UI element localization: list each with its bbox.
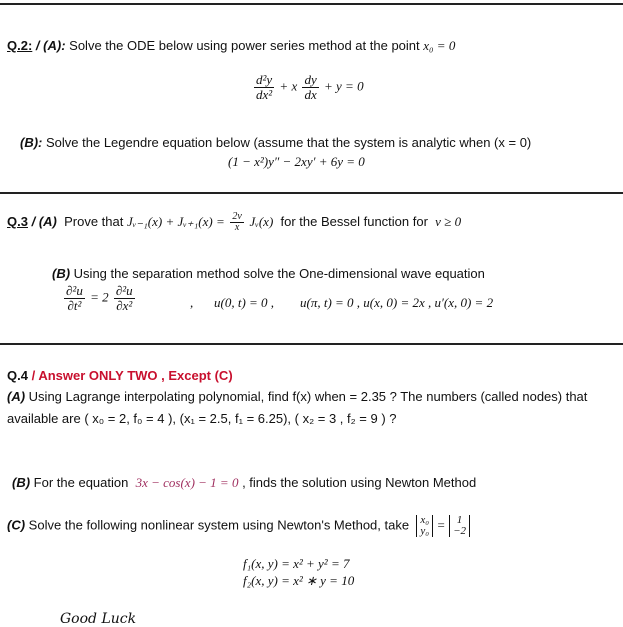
- q4-part-a-label: (A): [7, 389, 26, 404]
- q4-part-b-line: [12, 475, 476, 491]
- q3-b-num2: ∂²u: [115, 283, 133, 298]
- q2-label: Q.2:: [7, 38, 33, 53]
- q4-part-c-text: Solve the following nonlinear system using Newton's Method, take: [28, 517, 410, 533]
- q3-part-b-text: Using the separation method solve the One-dimensional wave equation: [73, 266, 485, 281]
- q4-instruction: / Answer ONLY TWO , Except (C): [31, 368, 233, 383]
- q3-eq-left: Jᵥ₋₁(x) + Jᵥ₊₁(x) =: [127, 213, 225, 229]
- q4-m1b: y₀: [420, 525, 430, 537]
- q2-eq-num1: d²y: [256, 72, 273, 87]
- q4-part-c-label: (C): [7, 517, 26, 533]
- q3-label: Q.3: [7, 213, 28, 229]
- q2-eq-num2: dy: [304, 72, 317, 87]
- q2-part-a-point: x₀ = 0: [423, 38, 456, 53]
- q4-part-a-text: Using Lagrange interpolating polynomial, find f(x) when = 2.35 ? The numbers (called nodes) that: [28, 389, 588, 404]
- q2-part-b-equation: (1 − x²)y″ − 2xy′ + 6y = 0: [228, 154, 365, 169]
- q3-cond: v ≥ 0: [435, 213, 462, 229]
- q3-b-mid: = 2: [90, 289, 109, 305]
- q4-part-c-matrix-xy: [416, 515, 433, 537]
- q4-part-b-label: (B): [12, 475, 31, 490]
- q2-eq-mid: + x: [279, 78, 298, 94]
- q3-b-num1: ∂²u: [66, 283, 83, 298]
- q3-b-den2: ∂x²: [116, 298, 133, 313]
- q4-part-b-text2: , finds the solution using Newton Method: [242, 475, 477, 490]
- q3-bc1: u(0, t) = 0 ,: [214, 295, 275, 310]
- q4-part-c-eq-sign: =: [436, 517, 446, 533]
- q2-part-b-line: [20, 135, 531, 151]
- q4-part-c-f1: f₁(x, y) = x² + y² = 7: [243, 556, 350, 571]
- q3-b-den1: ∂t²: [67, 298, 82, 313]
- q4-m1a: x₀: [420, 514, 430, 526]
- q3-part-a-text: Prove that: [64, 213, 124, 229]
- q4-part-b-text: For the equation: [33, 475, 129, 490]
- q4-part-c-matrix-values: [449, 515, 470, 537]
- q4-part-a-line2: available are ( x₀ = 2, f₀ = 4 ), (x₁ = 2.5, f₁ = 6.25), ( x₂ = 3 , f₂ = 9 ) ?: [7, 411, 397, 426]
- q2-part-b-text: Solve the Legendre equation below (assume that the system is analytic when (x = 0): [46, 135, 532, 150]
- q3-part-b-equation: [62, 284, 137, 313]
- q2-eq-end: + y = 0: [324, 78, 364, 94]
- q4-m2b: −2: [453, 525, 467, 537]
- top-divider: [0, 3, 623, 5]
- q3-eq-den: x: [234, 222, 240, 233]
- q3-part-b-line: [52, 266, 485, 282]
- q3-bc-comma: ,: [190, 295, 194, 310]
- q3-eq-right: Jᵥ(x): [249, 213, 274, 229]
- q3-bc2: u(π, t) = 0 , u(x, 0) = 2x , u′(x, 0) = 2: [300, 295, 494, 310]
- q3-part-a-text2: for the Bessel function for: [280, 213, 428, 229]
- q4-part-a-line: [7, 389, 587, 405]
- q2-part-a-line: [7, 38, 455, 54]
- q2-eq-den1: dx²: [256, 87, 273, 102]
- q3-part-b-label: (B): [52, 266, 71, 281]
- q2-part-a-text: Solve the ODE below using power series method at the point: [69, 38, 420, 53]
- q4-part-c-f2: f₂(x, y) = x² ∗ y = 10: [243, 573, 355, 588]
- good-luck-text: Good Luck: [60, 611, 137, 627]
- q3-eq-num: 2v: [232, 211, 242, 222]
- q4-m2a: 1: [456, 514, 463, 526]
- q4-header-line: [7, 368, 233, 384]
- q3-part-a-label: / (A): [31, 213, 57, 229]
- q2-eq-den2: dx: [304, 87, 317, 102]
- q4-part-b-eq: 3x − cos(x) − 1 = 0: [135, 475, 239, 490]
- q2-divider: [0, 192, 623, 194]
- q3-part-a-line: [7, 212, 461, 233]
- q4-label: Q.4: [7, 368, 28, 383]
- q2-part-b-label: (B):: [20, 135, 43, 150]
- q2-part-a-equation: [252, 73, 364, 102]
- q2-part-a-label: / (A):: [35, 38, 66, 53]
- q4-part-c-line: [7, 515, 470, 537]
- q3-divider: [0, 343, 623, 345]
